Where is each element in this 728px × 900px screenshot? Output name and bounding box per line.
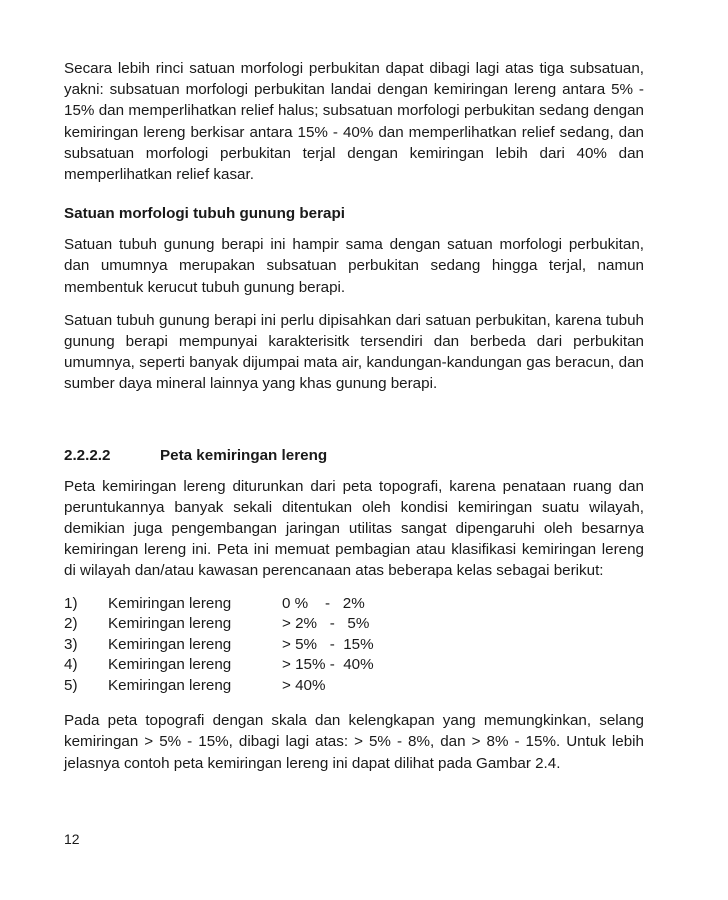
list-item-number: 1) [64,594,78,612]
list-item [64,594,644,615]
slope-class-list [64,594,644,697]
list-item-number: 4) [64,656,78,674]
paragraph-slope-subdivision: Pada peta topografi dengan skala dan kelengkapan yang memungkinkan, selang kemiringan > 5% - 15%, dibagi lagi atas: > 5% - 8%, dan > 8% - 15%. Untuk lebih jelasnya contoh peta kemiringan lereng ini dapat dilihat pada Gambar 2.4. [64,712,644,772]
list-item [64,676,644,697]
heading-volcano-unit: Satuan morfologi tubuh gunung berapi [64,205,345,223]
list-item-label: Kemiringan lereng [108,676,232,694]
list-item-number: 5) [64,676,78,694]
paragraph-volcano-separation: Satuan tubuh gunung berapi ini perlu dipisahkan dari satuan perbukitan, karena tubuh gunung berapi mempunyai karakterisitk tersendiri dan berbeda dari perbukitan umumnya, seperti banyak dijumpai mata air, kandungan-kandungan gas beracun, dan sumber daya mineral lainnya yang khas gunung berapi. [64,311,644,393]
list-item [64,655,644,676]
list-item-range: 0 % - 2% [282,594,365,612]
page-number: 12 [64,831,80,847]
list-item-number: 3) [64,635,78,653]
list-item-label: Kemiringan lereng [108,635,232,653]
list-item-label: Kemiringan lereng [108,615,232,633]
list-item-range: > 2% - 5% [282,615,370,633]
paragraph-hill-subunits: Secara lebih rinci satuan morfologi perbukitan dapat dibagi lagi atas tiga subsatuan, yakni: subsatuan morfologi perbukitan landai dengan kemiringan lereng antara 5% - 15% dan memperlihatkan relief halus; subsatuan morfologi perbukitan sedang dengan kemiringan lereng berkisar antara 15% - 40% dan memperlihatkan relief sedang, dan subsatuan morfologi perbukitan terjal dengan kemiringan lebih dari 40% dan memperlihatkan relief kasar. [64,60,644,184]
list-item-range: > 15% - 40% [282,656,374,674]
list-item [64,614,644,635]
paragraph-slope-map-intro: Peta kemiringan lereng diturunkan dari peta topografi, karena penataan ruang dan peruntukannya banyak sekali ditentukan oleh kondisi kemiringan suatu wilayah, demikian juga pengembangan jaringan utilitas sangat dipengaruhi oleh besarnya kemiringan lereng ini. Peta ini memuat pembagian atau klasifikasi kemiringan lereng di wilayah dan/atau kawasan perencanaan atas beberapa kelas sebagai berikut: [64,477,644,580]
section-number: 2.2.2.2 [64,446,111,464]
section-title: Peta kemiringan lereng [160,446,328,464]
paragraph-volcano-description: Satuan tubuh gunung berapi ini hampir sama dengan satuan morfologi perbukitan, dan umumnya merupakan subsatuan perbukitan sedang hingga terjal, namun membentuk kerucut tubuh gunung berapi. [64,236,644,296]
list-item-label: Kemiringan lereng [108,594,232,612]
list-item-label: Kemiringan lereng [108,656,232,674]
list-item [64,635,644,656]
list-item-range: > 5% - 15% [282,635,374,653]
list-item-range: > 40% [282,676,326,694]
section-heading [64,445,644,466]
document-page [64,58,644,774]
list-item-number: 2) [64,615,78,633]
